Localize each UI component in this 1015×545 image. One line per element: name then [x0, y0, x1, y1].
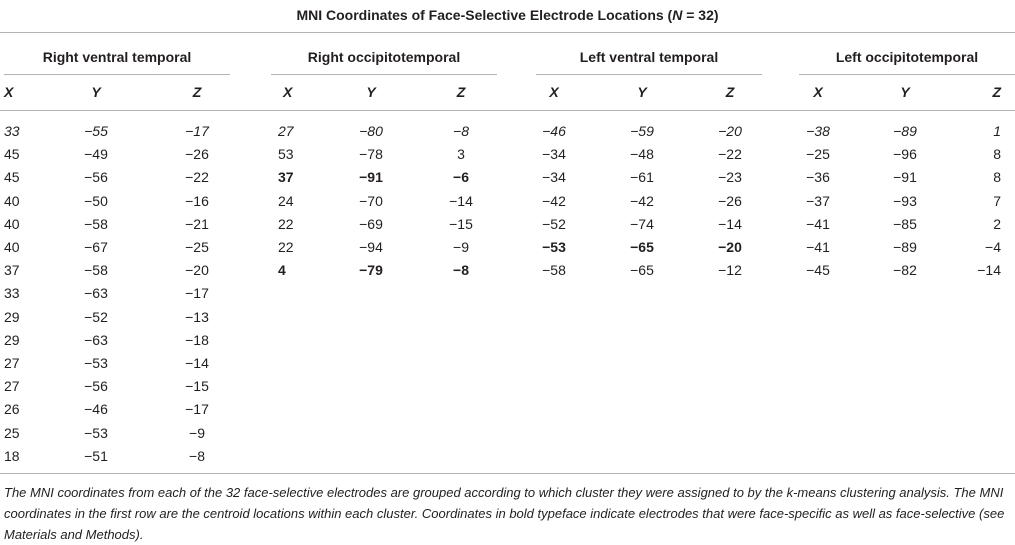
coordinate-cell: −17 [185, 123, 209, 139]
coordinate-cell: −52 [84, 308, 108, 325]
coordinate-cell: −8 [453, 262, 469, 279]
coordinate-cell: 40 [4, 192, 20, 209]
coordinate-cell: −65 [630, 262, 654, 279]
coordinate-cell: 37 [4, 262, 20, 279]
coordinate-cell: 37 [278, 169, 294, 186]
coordinate-cell: −16 [185, 192, 209, 209]
axis-header: X [813, 84, 823, 100]
coordinate-cell: −65 [630, 239, 654, 255]
coordinate-cell: −41 [806, 239, 830, 255]
coordinate-cell: 22 [278, 215, 294, 232]
coordinate-cell: −23 [718, 169, 742, 186]
coordinate-cell: 8 [993, 146, 1001, 163]
group-rule [271, 74, 497, 75]
axis-header: Z [992, 84, 1001, 100]
axis-header: Z [456, 84, 466, 100]
coordinate-cell: −42 [542, 192, 566, 209]
coordinate-cell: −50 [84, 192, 108, 209]
coordinate-cell: −25 [185, 239, 209, 255]
coordinate-cell: 33 [4, 123, 20, 139]
coordinate-cell: −20 [718, 123, 742, 139]
title-rule [0, 32, 1015, 33]
coordinate-cell: −21 [185, 215, 209, 232]
group-rule [4, 74, 230, 75]
group-rule [536, 74, 762, 75]
title-n-symbol: N [672, 7, 683, 23]
coordinate-cell: −52 [542, 215, 566, 232]
coordinate-cell: −49 [84, 146, 108, 163]
coordinate-cell: 3 [457, 146, 465, 163]
group-header: Right ventral temporal [42, 49, 192, 65]
coordinate-cell: −56 [84, 169, 108, 186]
coordinate-cell: −20 [718, 239, 742, 255]
coordinate-cell: −82 [893, 262, 917, 279]
coordinate-cell: −69 [359, 215, 383, 232]
axis-header: X [283, 84, 293, 100]
coordinate-cell: −51 [84, 447, 108, 464]
axis-header: Z [725, 84, 735, 100]
axis-header: Y [900, 84, 910, 100]
coordinate-cell: 45 [4, 169, 20, 186]
coordinate-cell: 4 [278, 262, 286, 279]
coordinate-cell: 2 [993, 215, 1001, 232]
coordinate-cell: −14 [449, 192, 473, 209]
coordinate-cell: −4 [985, 239, 1001, 255]
coordinate-cell: −46 [542, 123, 566, 139]
bottom-rule [0, 473, 1015, 474]
coordinate-cell: −78 [359, 146, 383, 163]
coordinate-cell: −22 [718, 146, 742, 163]
table-title: MNI Coordinates of Face-Selective Electrode Locations (N = 32) [296, 7, 719, 23]
coordinate-cell: −42 [630, 192, 654, 209]
coordinate-cell: −79 [359, 262, 383, 279]
coordinate-cell: −89 [893, 239, 917, 255]
coordinate-cell: 24 [278, 192, 294, 209]
group-header: Right occipitotemporal [307, 49, 461, 65]
coordinate-cell: 7 [993, 192, 1001, 209]
header-rule [0, 110, 1015, 111]
coordinate-cell: −14 [718, 215, 742, 232]
coordinate-cell: −13 [185, 308, 209, 325]
coordinate-cell: −25 [806, 146, 830, 163]
coordinate-cell: −80 [359, 123, 383, 139]
coordinate-cell: −70 [359, 192, 383, 209]
axis-header: Y [637, 84, 647, 100]
coordinate-cell: −53 [84, 355, 108, 371]
coordinate-cell: −14 [977, 262, 1001, 279]
coordinate-cell: −36 [806, 169, 830, 186]
coordinate-cell: −14 [185, 355, 209, 371]
coordinate-cell: 33 [4, 285, 20, 302]
coordinate-cell: 8 [993, 169, 1001, 186]
coordinate-cell: −67 [84, 239, 108, 255]
coordinate-cell: −93 [893, 192, 917, 209]
coordinate-cell: 45 [4, 146, 20, 163]
coordinate-cell: −91 [893, 169, 917, 186]
coordinate-cell: 26 [4, 401, 20, 418]
coordinate-cell: −94 [359, 239, 383, 255]
coordinate-cell: 22 [278, 239, 294, 255]
coordinate-cell: 29 [4, 308, 20, 325]
coordinate-cell: 25 [4, 424, 20, 441]
coordinate-cell: −58 [84, 262, 108, 279]
coordinate-cell: −15 [449, 215, 473, 232]
coordinate-cell: −58 [84, 215, 108, 232]
group-header: Left ventral temporal [579, 49, 719, 65]
coordinate-cell: −63 [84, 285, 108, 302]
coordinate-cell: −53 [84, 424, 108, 441]
coordinate-cell: −26 [185, 146, 209, 163]
coordinate-cell: −9 [189, 424, 205, 441]
coordinate-cell: 40 [4, 239, 20, 255]
coordinate-cell: −41 [806, 215, 830, 232]
coordinate-cell: 27 [4, 378, 20, 395]
coordinate-cell: −58 [542, 262, 566, 279]
coordinate-cell: −17 [185, 285, 209, 302]
coordinate-cell: −6 [453, 169, 469, 186]
coordinate-cell: −91 [359, 169, 383, 186]
group-header: Left occipitotemporal [835, 49, 979, 65]
coordinate-cell: 1 [993, 123, 1001, 139]
coordinate-cell: −53 [542, 239, 566, 255]
coordinate-cell: −48 [630, 146, 654, 163]
coordinate-cell: −8 [189, 447, 205, 464]
coordinate-cell: −85 [893, 215, 917, 232]
coordinate-cell: −89 [893, 123, 917, 139]
coordinate-cell: −34 [542, 146, 566, 163]
coordinate-cell: −61 [630, 169, 654, 186]
coordinate-cell: −38 [806, 123, 830, 139]
group-rule [799, 74, 1015, 75]
coordinate-cell: −45 [806, 262, 830, 279]
coordinate-cell: −59 [630, 123, 654, 139]
coordinate-cell: 18 [4, 447, 20, 464]
coordinate-cell: −26 [718, 192, 742, 209]
axis-header: X [4, 84, 14, 100]
coordinate-cell: −22 [185, 169, 209, 186]
coordinate-cell: 27 [4, 355, 20, 371]
coordinate-cell: −18 [185, 331, 209, 348]
coordinate-cell: −8 [453, 123, 469, 139]
coordinate-cell: 29 [4, 331, 20, 348]
coordinate-cell: −20 [185, 262, 209, 279]
coordinate-cell: −56 [84, 378, 108, 395]
coordinate-cell: 40 [4, 215, 20, 232]
coordinate-cell: 53 [278, 146, 294, 163]
coordinate-cell: −96 [893, 146, 917, 163]
coordinate-cell: −15 [185, 378, 209, 395]
coordinate-cell: −37 [806, 192, 830, 209]
axis-header: Z [192, 84, 202, 100]
axis-header: Y [366, 84, 376, 100]
coordinate-cell: 27 [278, 123, 294, 139]
coordinate-cell: −63 [84, 331, 108, 348]
coordinate-cell: −46 [84, 401, 108, 418]
coordinate-cell: −74 [630, 215, 654, 232]
coordinate-cell: −9 [453, 239, 469, 255]
table-footnote: The MNI coordinates from each of the 32 face-selective electrodes are grouped according to which cluster they were assigned to by the k-means clustering analysis. The MNI coordinates in the first row are the centroid locations within each cluster. Coordinates in bold typeface indicate electrodes that were face-specific as well as face-selective (see Materials and Methods). [4, 485, 1005, 542]
coordinate-cell: −12 [718, 262, 742, 279]
coordinate-cell: −55 [84, 123, 108, 139]
coordinate-cell: −34 [542, 169, 566, 186]
axis-header: Y [91, 84, 101, 100]
coordinate-cell: −17 [185, 401, 209, 418]
axis-header: X [549, 84, 559, 100]
